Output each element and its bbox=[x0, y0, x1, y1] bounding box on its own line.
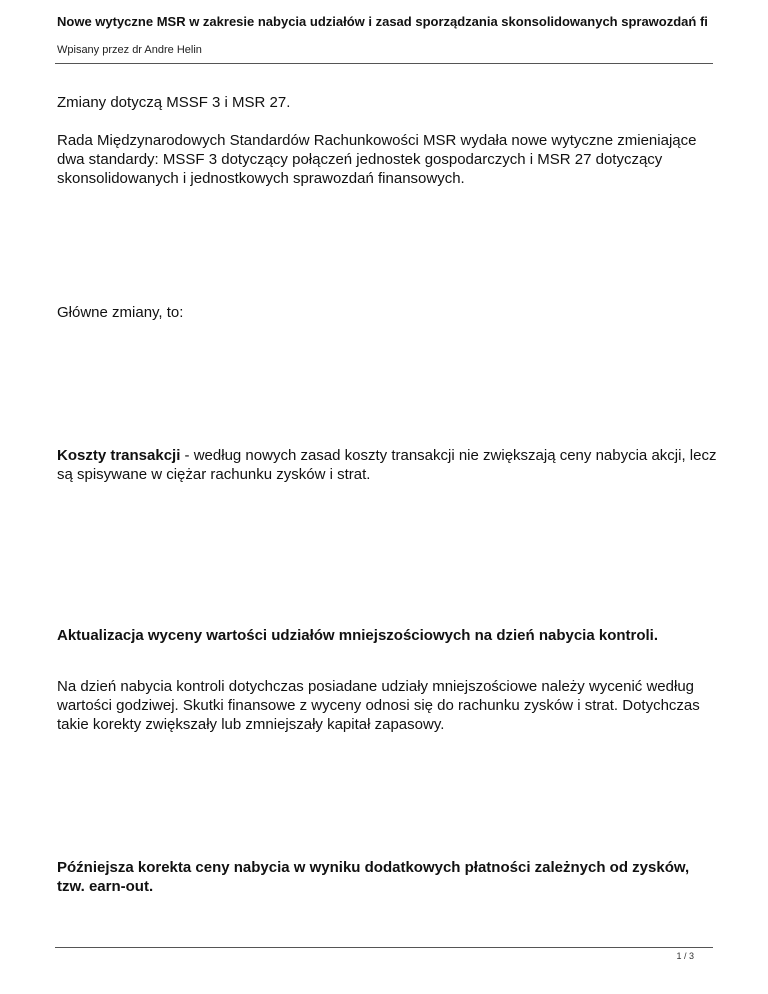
header-divider bbox=[55, 63, 713, 64]
main-changes-label: Główne zmiany, to: bbox=[57, 304, 184, 321]
transaction-costs-heading: Koszty transakcji bbox=[57, 447, 181, 464]
valuation-update-paragraph: Na dzień nabycia kontroli dotychczas posiadane udziały mniejszościowe należy wycenić według wartości godziwej. Skutki finansowe z wyceny odnosi się do rachunku zysków i strat. Dotychczas takie korekty zwiększały lub zmniejszały kapitał zapasowy. bbox=[57, 678, 700, 733]
valuation-update-heading: Aktualizacja wyceny wartości udziałów mniejszościowych na dzień nabycia kontroli. bbox=[57, 627, 659, 644]
earn-out-heading: Późniejsza korekta ceny nabycia w wyniku dodatkowych płatności zależnych od zysków, tzw. earn-out. bbox=[57, 859, 690, 895]
paragraph-standards: Rada Międzynarodowych Standardów Rachunkowości MSR wydała nowe wytyczne zmieniające dwa standardy: MSSF 3 dotyczący połączeń jednostek gospodarczych i MSR 27 dotyczący skonsolidowanych i jednostkowych sprawozdań finansowych. bbox=[57, 132, 697, 187]
transaction-costs-paragraph bbox=[57, 446, 717, 484]
transaction-costs-text: - według nowych zasad koszty transakcji nie zwiększają ceny nabycia akcji, lecz są spisywane w ciężar rachunku zysków i strat. bbox=[57, 447, 717, 483]
footer-divider bbox=[55, 947, 713, 948]
document-author: Wpisany przez dr Andre Helin bbox=[57, 44, 202, 56]
page-number: 1 / 3 bbox=[676, 951, 694, 961]
document-header-title: Nowe wytyczne MSR w zakresie nabycia udziałów i zasad sporządzania skonsolidowanych sprawozdań fi bbox=[57, 14, 708, 29]
intro-paragraph: Zmiany dotyczą MSSF 3 i MSR 27. bbox=[57, 94, 291, 111]
